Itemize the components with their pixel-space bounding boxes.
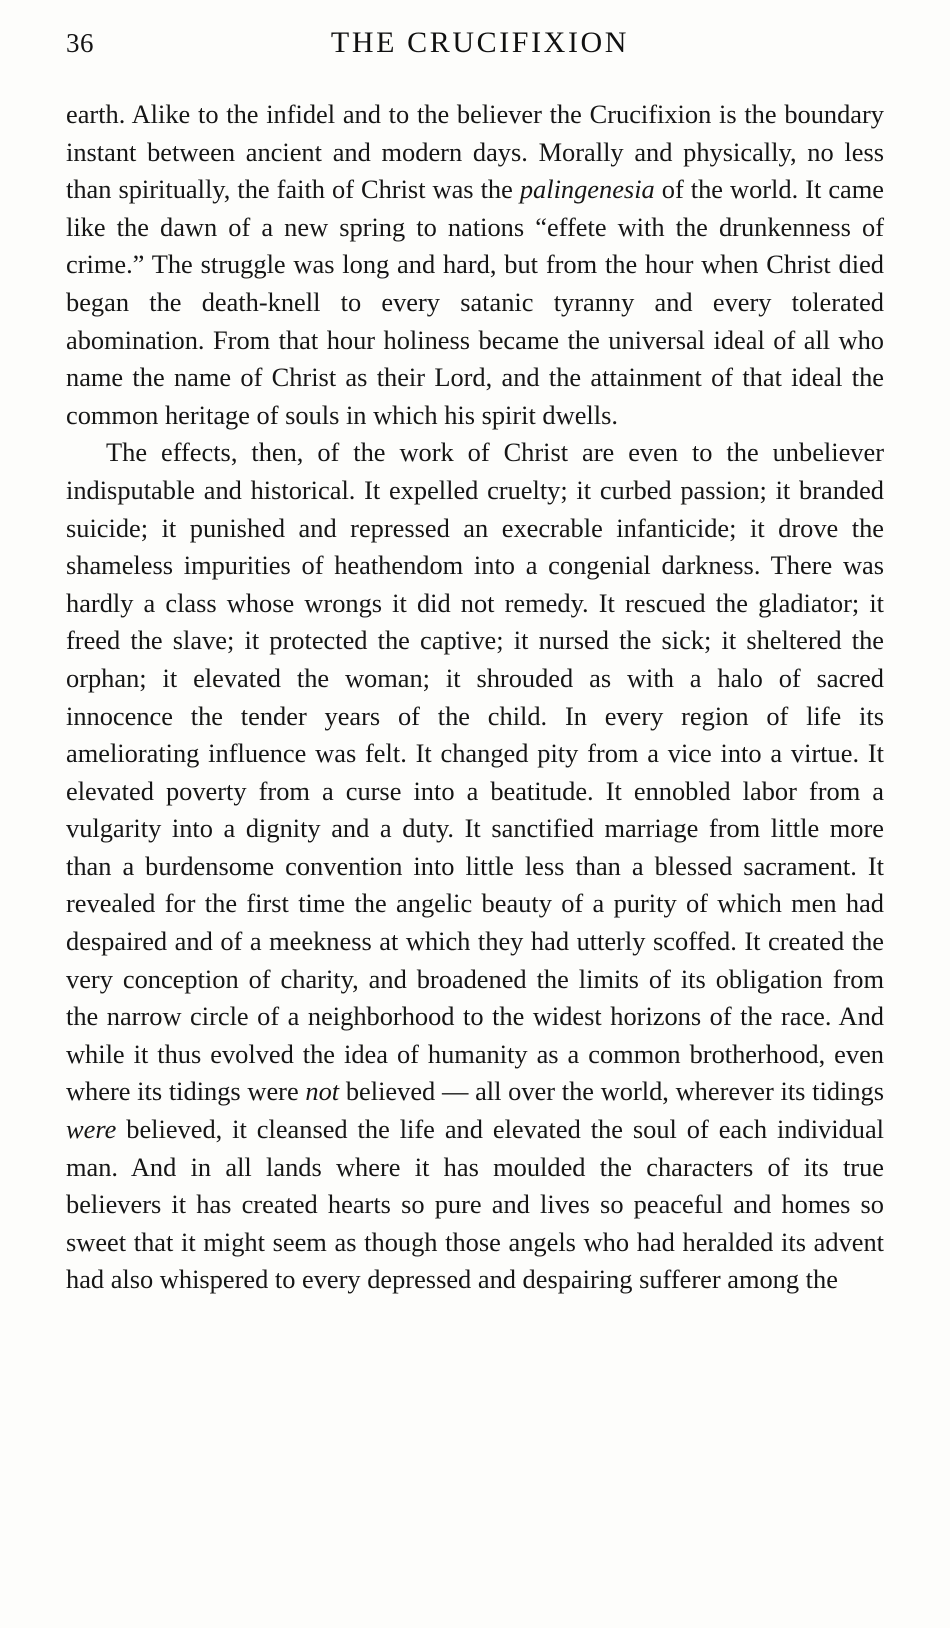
paragraph-2 xyxy=(66,434,884,1299)
page-title: THE CRUCIFIXION xyxy=(330,26,630,59)
page-number: 36 xyxy=(66,28,94,58)
paragraph-1 xyxy=(66,96,884,434)
text-run: believed — all over the world, wherever its tidings xyxy=(339,1076,885,1107)
running-head xyxy=(66,26,884,82)
text-run: believed, it cleansed the life and elevated the soul of each individual man. And in all lands where it has moulded the characters of its true believers it has created hearts so pure and lives so peaceful and homes so sweet that it might seem as though those angels who had heralded its advent had also whispered to every depressed and despairing sufferer among the xyxy=(66,1114,884,1295)
text-run: of the world. It came like the dawn of a new spring to nations “effete with the drunkenness of crime.” The struggle was long and hard, but from the hour when Christ died began the death-knell to every satanic tyranny and every tolerated abomination. From that hour holiness became the universal ideal of all who name the name of Christ as their Lord, and the attainment of that ideal the common heritage of souls in which his spirit dwells. xyxy=(66,174,884,430)
text-run: earth. Alike to the infidel and to the believer the Crucifixion is the boundary instant between ancient and modern days. Morally and physically, no less than spiritually, the faith of Christ was the xyxy=(66,99,884,205)
text-run: were xyxy=(66,1114,117,1145)
body-text xyxy=(66,96,884,1299)
text-run: The effects, then, of the work of Christ are even to the unbeliever indisputable and historical. It expelled cruelty; it curbed passion; it branded suicide; it punished and repressed an execrable infanticide; it drove the shameless impurities of heathendom into a congenial darkness. There was hardly a class whose wrongs it did not remedy. It rescued the gladiator; it freed the slave; it protected the captive; it nursed the sick; it sheltered the orphan; it elevated the woman; it shrouded as with a halo of sacred innocence the tender years of the child. In every region of life its ameliorating influence was felt. It changed pity from a vice into a virtue. It elevated poverty from a curse into a beatitude. It ennobled labor from a vulgarity into a dignity and a duty. It sanctified marriage from little more than a burdensome convention into little less than a blessed sacrament. It revealed for the first time the angelic beauty of a purity of which men had despaired and of a meekness at which they had utterly scoffed. It created the very conception of charity, and broadened the limits of its obligation from the narrow circle of a neighborhood to the widest horizons of the race. And while it thus evolved the idea of humanity as a common brotherhood, even where its tidings were xyxy=(66,437,884,1107)
text-run: palingenesia xyxy=(519,174,655,205)
text-run: not xyxy=(305,1076,340,1107)
